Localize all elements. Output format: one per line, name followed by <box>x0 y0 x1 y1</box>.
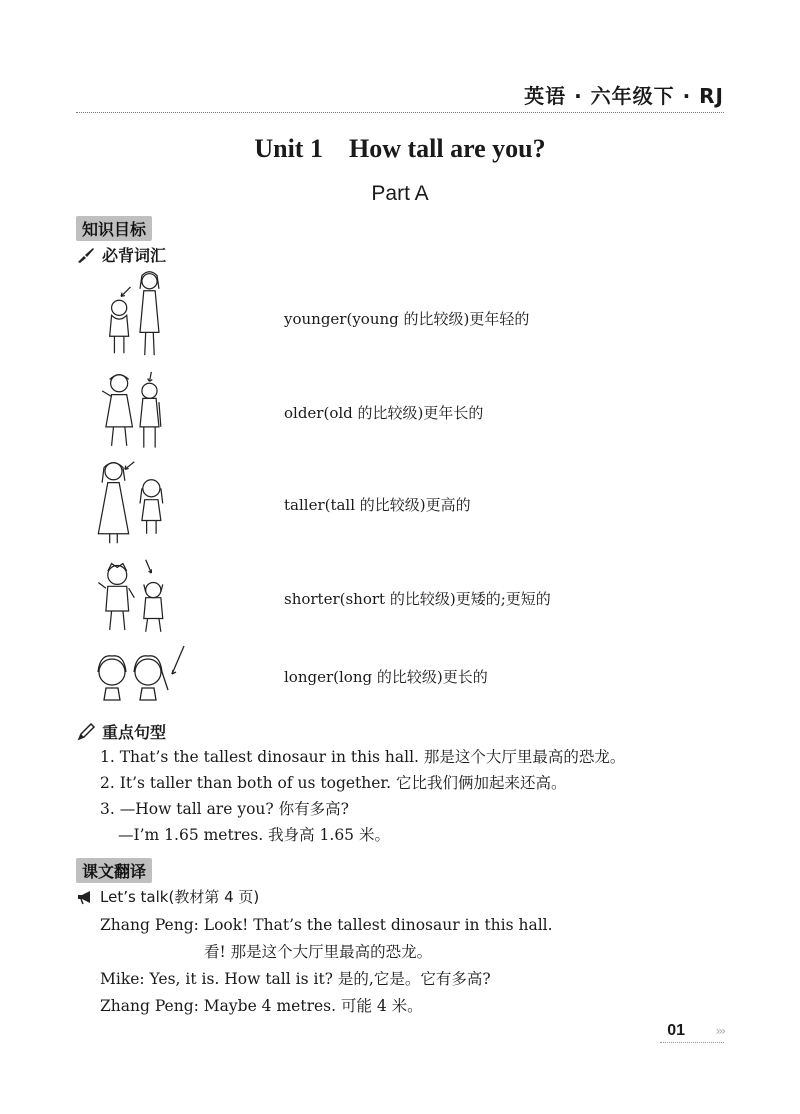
key-sentences-list <box>100 744 625 848</box>
book-title: 英语 · 六年级下 · RJ <box>524 84 724 108</box>
dialogue-translation: 看! 那是这个大厅里最高的恐龙。 <box>204 943 433 961</box>
footer-divider <box>660 1042 724 1043</box>
unit-title <box>0 134 800 164</box>
section-translation-label: 课文翻译 <box>76 858 152 883</box>
sentence-item: 3. —How tall are you? 你有多高? <box>100 800 349 818</box>
vocab-heading <box>76 243 166 266</box>
sentence-item: 1. That’s the tallest dinosaur in this hall. 那是这个大厅里最高的恐龙。 <box>100 748 626 766</box>
unit-number: Unit 1 <box>254 134 323 163</box>
section-knowledge-label: 知识目标 <box>76 216 152 241</box>
boy-and-girl-icon <box>90 556 190 646</box>
vocab-item <box>90 370 710 450</box>
vocab-item <box>90 458 710 538</box>
unit-name: How tall are you? <box>348 134 546 163</box>
sentence-item: 2. It’s taller than both of us together. 它比我们俩加起来还高。 <box>100 774 567 792</box>
dialogue-line: Mike: Yes, it is. How tall is it? 是的,它是。它有多高? <box>100 970 491 988</box>
vocab-text: shorter(short 的比较级)更矮的;更短的 <box>284 590 551 608</box>
key-sentences-heading <box>76 720 166 743</box>
vocab-item <box>90 556 710 636</box>
vocab-text: taller(tall 的比较级)更高的 <box>284 496 471 514</box>
two-girls-hair-icon <box>90 644 190 704</box>
lets-talk-label: Let’s talk(教材第 4 页) <box>100 888 260 906</box>
girl-and-grandma-icon <box>90 370 190 460</box>
vocab-text: longer(long 的比较级)更长的 <box>284 668 488 686</box>
page-arrows-icon: ››› <box>715 1024 724 1038</box>
sentence-item: —I’m 1.65 metres. 我身高 1.65 米。 <box>118 826 390 844</box>
pencil-icon <box>76 723 96 741</box>
dialogue-line: Zhang Peng: Maybe 4 metres. 可能 4 米。 <box>100 997 423 1015</box>
part-title: Part A <box>371 182 429 205</box>
vocab-text: younger(young 的比较级)更年轻的 <box>284 310 530 328</box>
vocab-item <box>90 644 710 724</box>
vocab-text: older(old 的比较级)更年长的 <box>284 404 484 422</box>
lets-talk-heading <box>76 886 259 907</box>
megaphone-icon <box>76 889 94 905</box>
dialogue-line: Zhang Peng: Look! That’s the tallest dinosaur in this hall. <box>100 916 553 934</box>
girl-and-woman-icon <box>90 268 190 358</box>
brush-icon <box>76 246 96 264</box>
key-sentences-label: 重点句型 <box>102 723 167 742</box>
vocab-heading-label: 必背词汇 <box>102 246 167 265</box>
header-divider <box>76 112 724 113</box>
dialogue <box>100 912 553 1020</box>
vocab-item <box>90 268 710 348</box>
woman-and-girl-icon <box>90 458 190 548</box>
page-number: 01 <box>667 1022 685 1039</box>
